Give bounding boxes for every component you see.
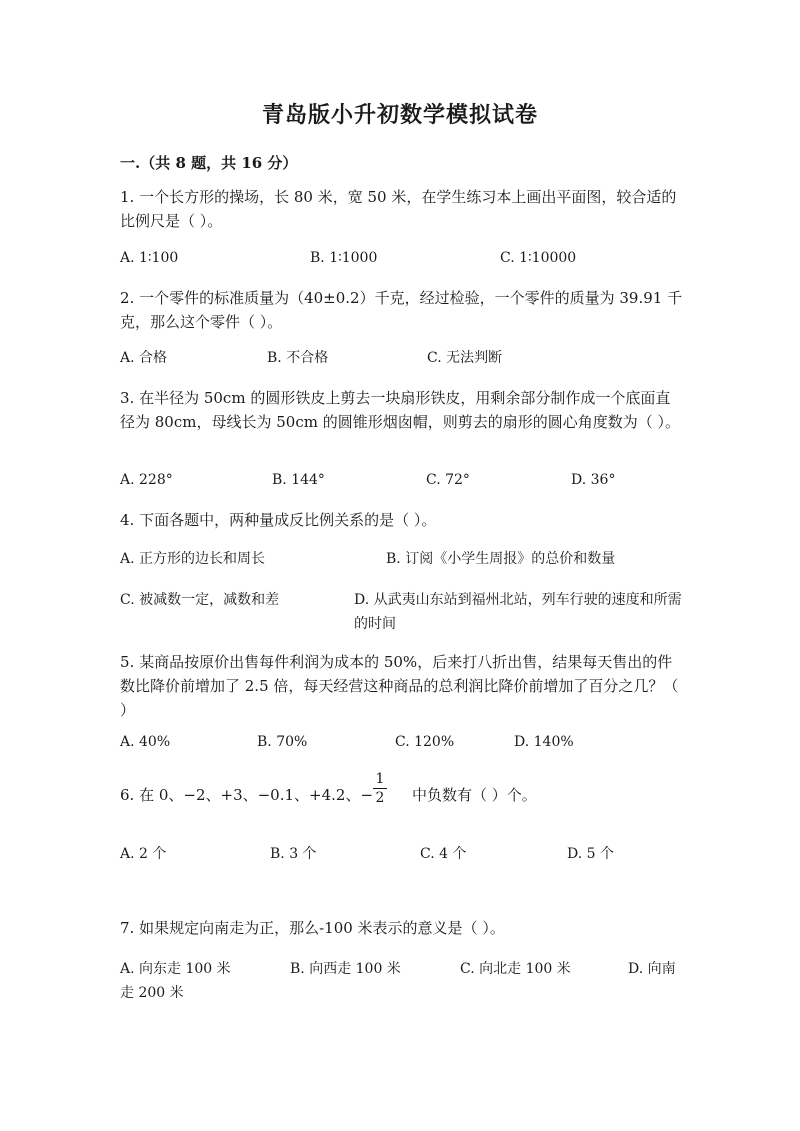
- option-a[interactable]: A. 正方形的边长和周长: [120, 551, 266, 567]
- option-d[interactable]: D. 36°: [571, 472, 616, 488]
- question-6-options: [120, 842, 685, 866]
- option-d-label: D. 从武夷山东站到福州北站，列车行驶的速度和所需的时间: [354, 592, 682, 632]
- option-d-line1[interactable]: D. 向南: [628, 961, 676, 977]
- option-a[interactable]: A. 合格: [120, 350, 168, 366]
- option-d-line2[interactable]: 走 200 米: [120, 985, 184, 1001]
- option-d[interactable]: D. 140%: [514, 734, 574, 750]
- question-4: 4. 下面各题中，两种量成反比例关系的是（ ）。: [120, 511, 437, 529]
- question-3-options: [120, 468, 685, 492]
- option-c[interactable]: C. 72°: [426, 472, 470, 488]
- question-1-options: [120, 246, 685, 270]
- option-b[interactable]: B. 1∶1000: [310, 250, 378, 266]
- section-heading: 一.（共 8 题，共 16 分）: [120, 154, 298, 172]
- question-5: 5. 某商品按原价出售每件利润为成本的 50%，后来打八折出售，结果每天售出的件数比降价前增加了 2.5 倍，每天经营这种商品的总利润比降价前增加了百分之几？（ ）: [120, 653, 679, 719]
- fraction-denominator: 2: [375, 790, 385, 806]
- option-b[interactable]: B. 144°: [272, 472, 325, 488]
- question-2: 2. 一个零件的标准质量为（40±0.2）千克，经过检验，一个零件的质量为 39.91 千克，那么这个零件（ ）。: [120, 289, 683, 331]
- question-6-text-after: 中负数有（ ）个。: [412, 786, 537, 804]
- question-7-options: [120, 957, 685, 1005]
- option-c[interactable]: C. 4 个: [420, 846, 467, 862]
- question-4-options-row1: [120, 547, 685, 571]
- option-c[interactable]: C. 120%: [395, 734, 455, 750]
- option-a[interactable]: A. 40%: [120, 734, 171, 750]
- fraction-bar: [373, 788, 387, 789]
- question-6-text-before: 6. 在 0、−2、+3、−0.1、+4.2、−: [120, 786, 374, 804]
- question-3: 3. 在半径为 50cm 的圆形铁皮上剪去一块扇形铁皮，用剩余部分制作成一个底面直径为 80cm，母线长为 50cm 的圆锥形烟囱帽，则剪去的扇形的圆心角度数为（ ）。: [120, 389, 680, 431]
- question-4-options-row2: [120, 588, 685, 636]
- option-c[interactable]: C. 1∶10000: [500, 250, 577, 266]
- option-b[interactable]: B. 70%: [257, 734, 308, 750]
- question-6: [120, 771, 685, 807]
- option-b[interactable]: B. 3 个: [270, 846, 317, 862]
- fraction-one-half: [373, 771, 387, 806]
- question-5-options: [120, 730, 685, 754]
- page-title: 青岛版小升初数学模拟试卷: [261, 102, 538, 128]
- option-a[interactable]: A. 2 个: [120, 846, 167, 862]
- option-b[interactable]: B. 不合格: [267, 350, 329, 366]
- option-b[interactable]: B. 订阅《小学生周报》的总价和数量: [386, 551, 616, 567]
- option-a[interactable]: A. 1∶100: [120, 250, 179, 266]
- question-7: 7. 如果规定向南走为正，那么-100 米表示的意义是（ ）。: [120, 919, 505, 937]
- option-c[interactable]: C. 向北走 100 米: [460, 961, 571, 977]
- option-a[interactable]: A. 228°: [120, 472, 173, 488]
- fraction-numerator: 1: [375, 771, 385, 787]
- question-1: 1. 一个长方形的操场，长 80 米，宽 50 米，在学生练习本上画出平面图，较合适的比例尺是（ ）。: [120, 188, 677, 230]
- question-2-options: [120, 346, 685, 370]
- option-a[interactable]: A. 向东走 100 米: [120, 961, 231, 977]
- option-d[interactable]: D. 5 个: [567, 846, 614, 862]
- option-b[interactable]: B. 向西走 100 米: [290, 961, 401, 977]
- option-c[interactable]: C. 无法判断: [427, 350, 503, 366]
- option-d[interactable]: [354, 588, 685, 636]
- option-c[interactable]: C. 被减数一定，减数和差: [120, 592, 280, 608]
